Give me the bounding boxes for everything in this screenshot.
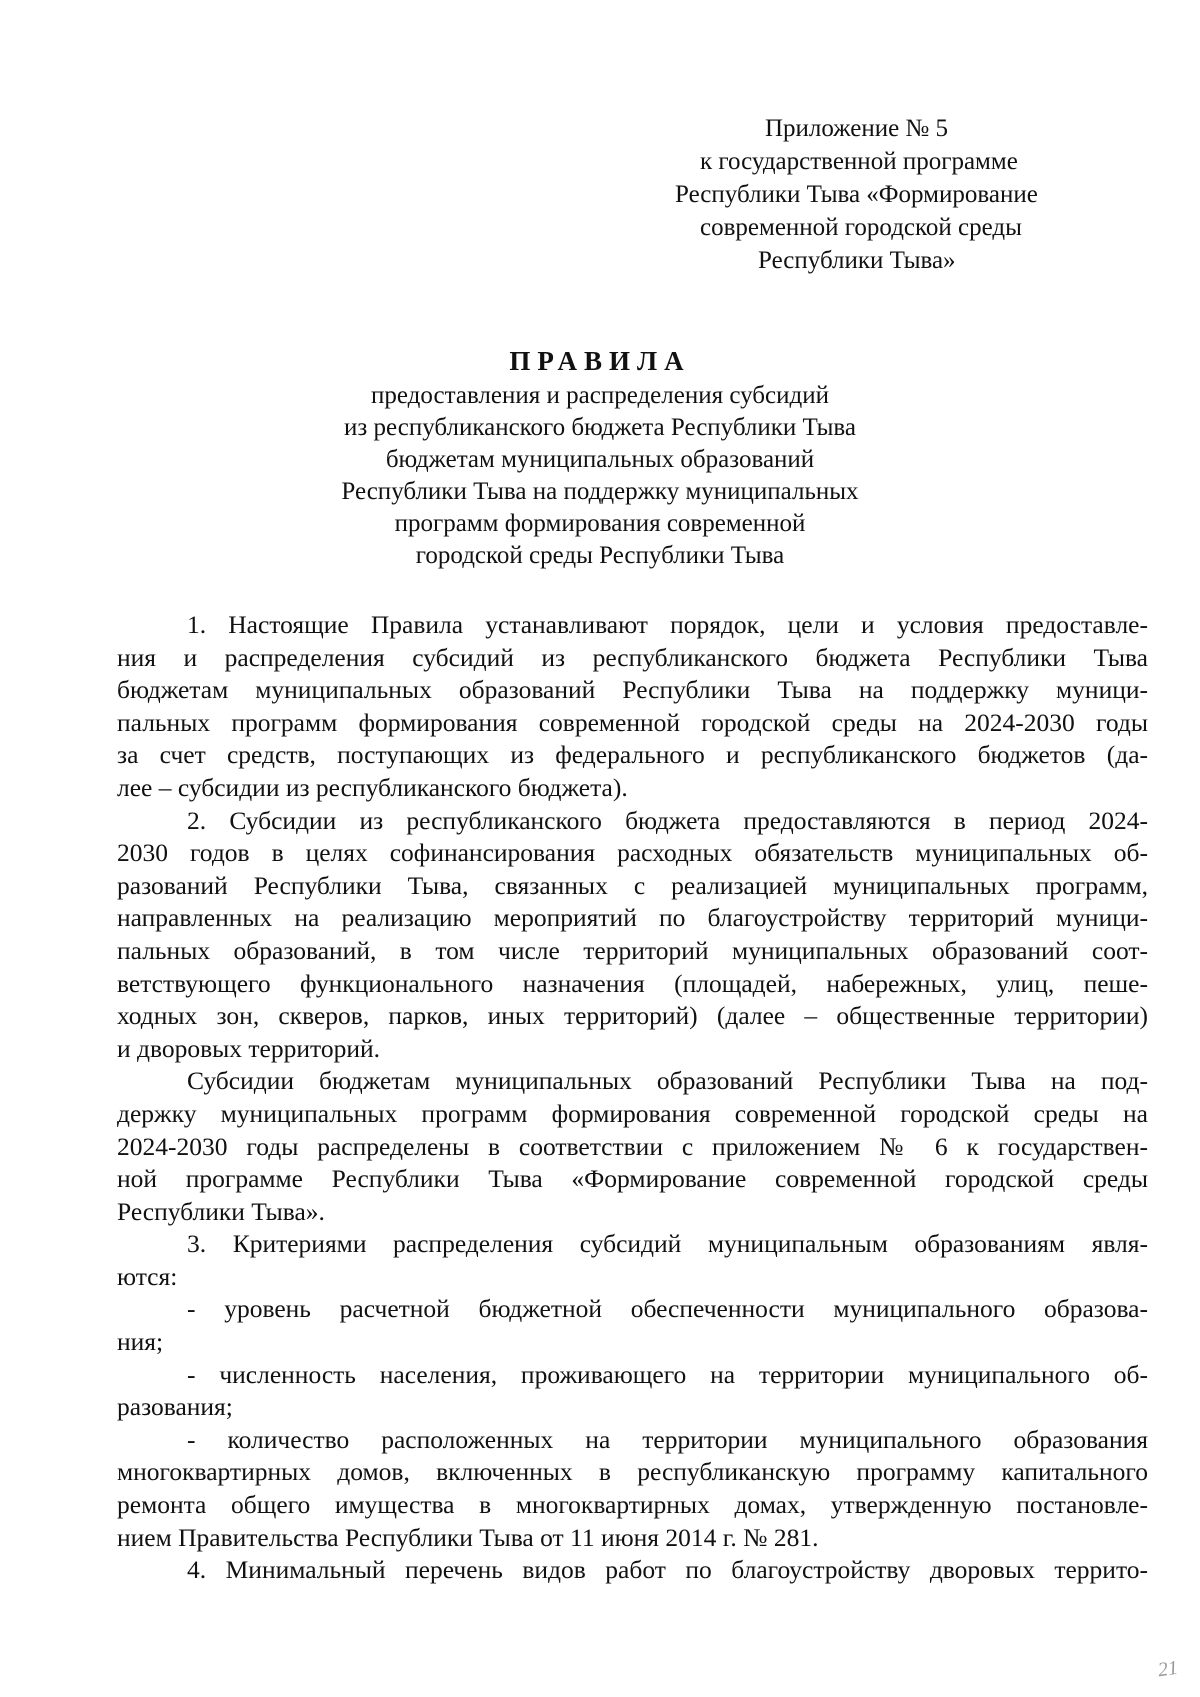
document-title: ПРАВИЛА bbox=[509, 346, 691, 376]
appendix-line: современной городской среды bbox=[700, 214, 1022, 241]
body-line: лее – субсидии из республиканского бюджета). bbox=[117, 772, 628, 802]
body-line: ной программе Республики Тыва «Формирование современной городской среды bbox=[117, 1164, 1148, 1194]
body-line: Республики Тыва». bbox=[117, 1196, 325, 1226]
subtitle-line: предоставления и распределения субсидий bbox=[371, 382, 829, 409]
body-line: направленных на реализацию мероприятий по благоустройству территорий муници- bbox=[117, 903, 1148, 933]
body-line: ремонта общего имущества в многоквартирных домах, утвержденную постановле- bbox=[117, 1490, 1148, 1520]
appendix-line: Приложение № 5 bbox=[765, 115, 949, 142]
body-line: - уровень расчетной бюджетной обеспеченности муниципального образова- bbox=[187, 1294, 1148, 1324]
body-line: ются: bbox=[117, 1261, 178, 1291]
body-line: ветствующего функционального назначения (площадей, набережных, улиц, пеше- bbox=[117, 968, 1148, 998]
subtitle-line: программ формирования современной bbox=[394, 510, 806, 537]
body-line: 1. Настоящие Правила устанавливают порядок, цели и условия предоставле- bbox=[187, 610, 1148, 639]
appendix-line: к государственной программе bbox=[700, 148, 1018, 175]
body-line: ходных зон, скверов, парков, иных территорий) (далее – общественные территории) bbox=[117, 1001, 1148, 1031]
body-line: 2030 годов в целях софинансирования расходных обязательств муниципальных об- bbox=[117, 838, 1148, 868]
body-line: нием Правительства Республики Тыва от 11 июня 2014 г. № 281. bbox=[117, 1522, 819, 1552]
body-line: за счет средств, поступающих из федерального и республиканского бюджетов (да- bbox=[117, 740, 1148, 770]
page-number-mark: 21 bbox=[1156, 1656, 1180, 1682]
body-line: ния и распределения субсидий из республиканского бюджета Республики Тыва bbox=[117, 642, 1148, 672]
body-line: 4. Минимальный перечень видов работ по благоустройству дворовых террито- bbox=[187, 1555, 1148, 1585]
document-subtitle bbox=[0, 380, 1200, 572]
subtitle-line: из республиканского бюджета Республики Тыва bbox=[344, 414, 856, 441]
body-line: Субсидии бюджетам муниципальных образований Республики Тыва на под- bbox=[187, 1066, 1148, 1096]
body-line: многоквартирных домов, включенных в республиканскую программу капитального bbox=[117, 1457, 1148, 1487]
subtitle-line: городской среды Республики Тыва bbox=[415, 542, 785, 569]
document-body bbox=[117, 609, 1148, 1587]
body-line: и дворовых территорий. bbox=[117, 1033, 380, 1063]
appendix-header bbox=[675, 112, 1200, 277]
appendix-line: Республики Тыва «Формирование bbox=[675, 181, 1038, 208]
body-line: - количество расположенных на территории муниципального образования bbox=[187, 1424, 1148, 1454]
body-line: 2024-2030 годы распределены в соответствии с приложением № 6 к государствен- bbox=[117, 1131, 1148, 1161]
body-line: держку муниципальных программ формирования современной городской среды на bbox=[117, 1098, 1148, 1128]
subtitle-line: бюджетам муниципальных образований bbox=[385, 446, 815, 473]
body-line: 2. Субсидии из республиканского бюджета предоставляются в период 2024- bbox=[187, 805, 1148, 835]
appendix-line: Республики Тыва» bbox=[758, 247, 956, 274]
subtitle-line: Республики Тыва на поддержку муниципальных bbox=[341, 478, 859, 505]
body-line: бюджетам муниципальных образований Республики Тыва на поддержку муници- bbox=[117, 675, 1148, 705]
body-line: 3. Критериями распределения субсидий муниципальным образованиям явля- bbox=[187, 1229, 1148, 1259]
body-line: ния; bbox=[117, 1327, 164, 1357]
body-line: разования; bbox=[117, 1392, 233, 1422]
body-line: разований Республики Тыва, связанных с реализацией муниципальных программ, bbox=[117, 870, 1148, 900]
body-line: пальных образований, в том числе территорий муниципальных образований соот- bbox=[117, 935, 1148, 965]
body-line: пальных программ формирования современной городской среды на 2024-2030 годы bbox=[117, 707, 1148, 737]
body-line: - численность населения, проживающего на территории муниципального об- bbox=[187, 1359, 1148, 1389]
